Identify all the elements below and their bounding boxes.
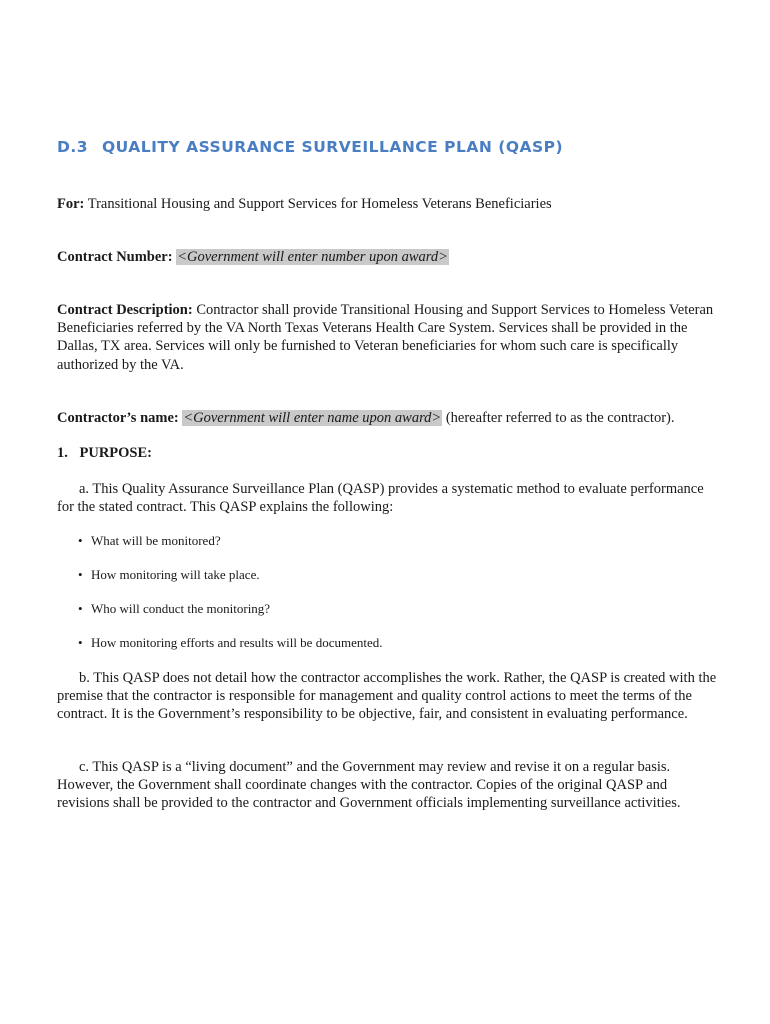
for-line [57,195,722,213]
list-item-text: Who will conduct the monitoring? [91,601,271,616]
contract-description [57,301,722,374]
contractor-name-label: Contractor’s name: [57,410,179,426]
for-text: Transitional Housing and Support Services for Homeless Veterans Beneficiaries [87,196,552,212]
section-heading [57,138,563,156]
monitoring-list [78,531,382,667]
list-item [78,599,382,633]
section-number: D.3 [57,138,89,156]
list-item [78,565,382,599]
contractor-name-placeholder: <Government will enter name upon award> [183,410,442,426]
section-title: QUALITY ASSURANCE SURVEILLANCE PLAN (QASP) [101,138,564,156]
contractor-name-line [57,409,737,427]
contract-description-text: Contractor shall provide Transitional Housing and Support Services to Homeless Veteran Beneficiaries referred by the VA North Texas Veterans Health Care System. Services shall be provided in the Dallas, TX area. Services will only be furnished to Veteran beneficiaries for whom such care is specifically authorized by the VA. [57,302,714,373]
purpose-heading [57,445,152,462]
bullet-icon: • [78,601,83,616]
purpose-title: PURPOSE: [79,445,152,461]
list-item-text: How monitoring efforts and results will be documented. [91,635,383,650]
list-item [78,531,382,565]
contractor-name-suffix: (hereafter referred to as the contractor). [445,410,675,426]
contract-number-placeholder: <Government will enter number upon award> [177,249,448,265]
bullet-icon: • [78,533,83,548]
for-label: For: [57,196,85,212]
bullet-icon: • [78,635,83,650]
purpose-paragraph-c: c. This QASP is a “living document” and the Government may review and revise it on a regular basis. However, the Government shall coordinate changes with the contractor. Copies of the original QASP and revisions shall be provided to the contractor and Government officials implementing surveillance activities. [57,759,681,812]
purpose-paragraph-b: b. This QASP does not detail how the contractor accomplishes the work. Rather, the QASP is created with the premise that the contractor is responsible for management and quality control actions to meet the terms of the contract. It is the Government’s responsibility to be objective, fair, and consistent in evaluating performance. [57,670,717,723]
contract-number-label: Contract Number: [57,249,173,265]
bullet-icon: • [78,567,83,582]
list-item [78,633,382,667]
list-item-text: How monitoring will take place. [91,567,260,582]
list-item-text: What will be monitored? [91,533,221,548]
contract-number-line [57,248,722,266]
contract-description-label: Contract Description: [57,302,193,318]
purpose-paragraph-a: a. This Quality Assurance Surveillance Plan (QASP) provides a systematic method to evaluate performance for the stated contract. This QASP explains the following: [57,481,704,516]
purpose-number: 1. [57,445,68,461]
